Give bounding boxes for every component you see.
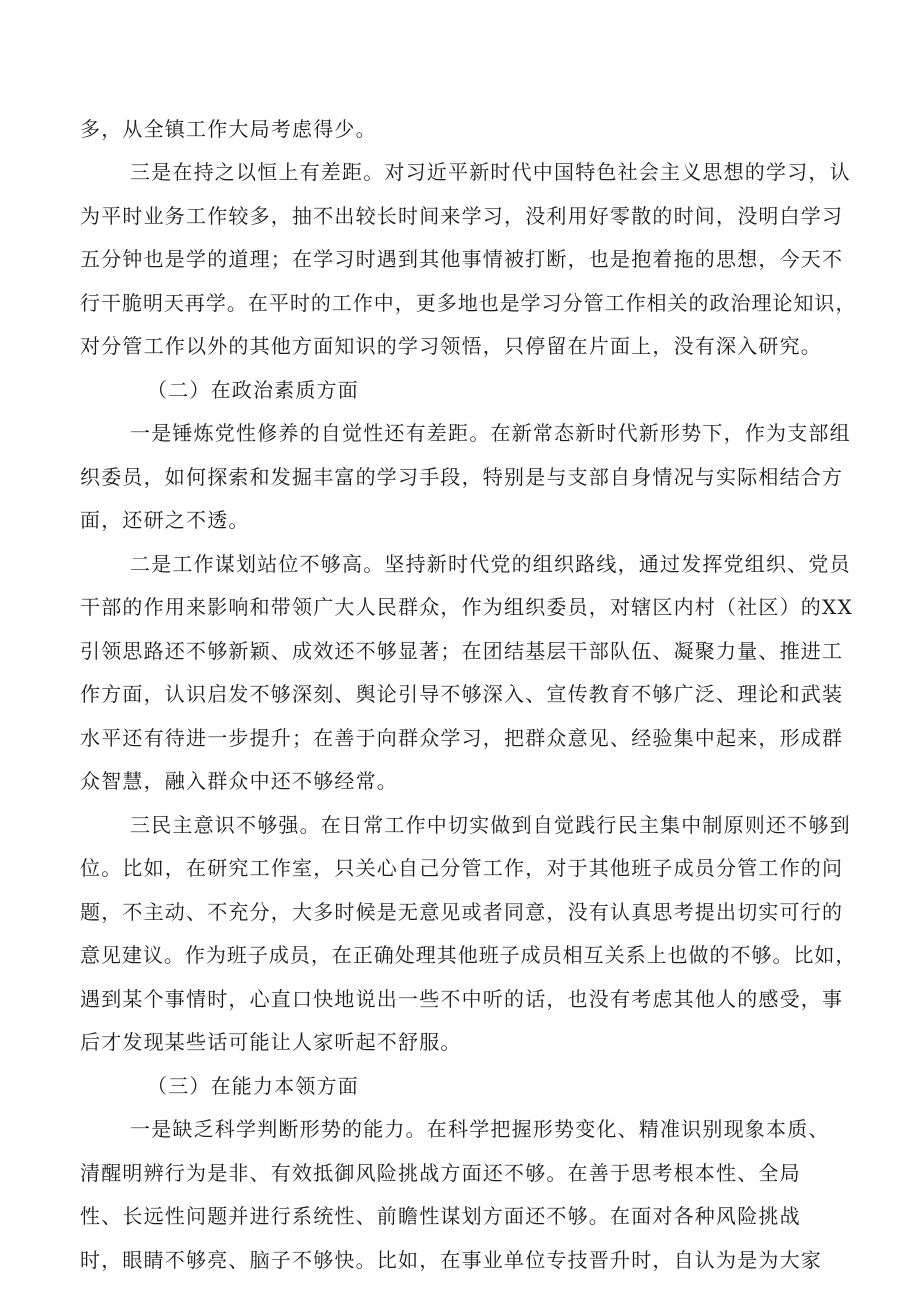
text-line: 众智慧，融入群众中还不够经常。	[80, 769, 398, 793]
text-line: 织委员，如何探索和发掘丰富的学习手段，特别是与支部自身情况与实际相结合方	[80, 465, 844, 489]
section-heading: （二）在政治素质方面	[147, 378, 359, 402]
text-line: 行干脆明天再学。在平时的工作中，更多地也是学习分管工作相关的政治理论知识，	[80, 291, 857, 315]
text-line: 作方面，认识启发不够深刻、舆论引导不够深入、宣传教育不够广泛、理论和武装	[80, 682, 844, 706]
text-line: 引领思路还不够新颖、成效还不够显著；在团结基层干部队伍、凝聚力量、推进工	[80, 639, 844, 663]
text-line: 清醒明辨行为是非、有效抵御风险挑战方面还不够。在善于思考根本性、全局	[80, 1161, 801, 1185]
text-line: 一是缺乏科学判断形势的能力。在科学把握形势变化、精准识别现象本质、	[130, 1117, 830, 1141]
text-line: 后才发现某些话可能让人家听起不舒服。	[80, 1030, 462, 1054]
text-line: 五分钟也是学的道理；在学习时遇到其他事情被打断，也是抱着拖的思想，今天不	[80, 247, 844, 271]
text-line: 面，还研之不透。	[80, 508, 250, 532]
section-heading: （三）在能力本领方面	[147, 1074, 359, 1098]
text-line: 性、长远性问题并进行系统性、前瞻性谋划方面还不够。在面对各种风险挑战	[80, 1204, 801, 1228]
text-line: 一是锤炼党性修养的自觉性还有差距。在新常态新时代新形势下，作为支部组	[130, 421, 851, 445]
text-line: 位。比如，在研究工作室，只关心自己分管工作，对于其他班子成员分管工作的问	[80, 856, 844, 880]
text-line: 二是工作谋划站位不够高。坚持新时代党的组织路线，通过发挥党组织、党员	[130, 552, 851, 576]
text-line: 三民主意识不够强。在日常工作中切实做到自觉践行民主集中制原则还不够到	[130, 813, 851, 837]
text-line: 意见建议。作为班子成员，在正确处理其他班子成员相互关系上也做的不够。比如，	[80, 943, 857, 967]
text-line: 三是在持之以恒上有差距。对习近平新时代中国特色社会主义思想的学习，认	[130, 160, 851, 184]
text-line: 题，不主动、不充分，大多时候是无意见或者同意，没有认真思考提出切实可行的	[80, 900, 844, 924]
text-line: 水平还有待进一步提升；在善于向群众学习，把群众意见、经验集中起来，形成群	[80, 726, 844, 750]
text-line: 多，从全镇工作大局考虑得少。	[80, 117, 377, 141]
text-line: 干部的作用来影响和带领广大人民群众，作为组织委员，对辖区内村（社区）的XX	[80, 595, 853, 619]
text-line: 时，眼睛不够亮、脑子不够快。比如，在事业单位专技晋升时，自认为是为大家	[80, 1248, 822, 1272]
text-line: 对分管工作以外的其他方面知识的学习领悟，只停留在片面上，没有深入研究。	[80, 334, 822, 358]
text-line: 遇到某个事情时，心直口快地说出一些不中听的话，也没有考虑其他人的感受，事	[80, 987, 844, 1011]
text-line: 为平时业务工作较多，抽不出较长时间来学习，没利用好零散的时间，没明白学习	[80, 204, 844, 228]
